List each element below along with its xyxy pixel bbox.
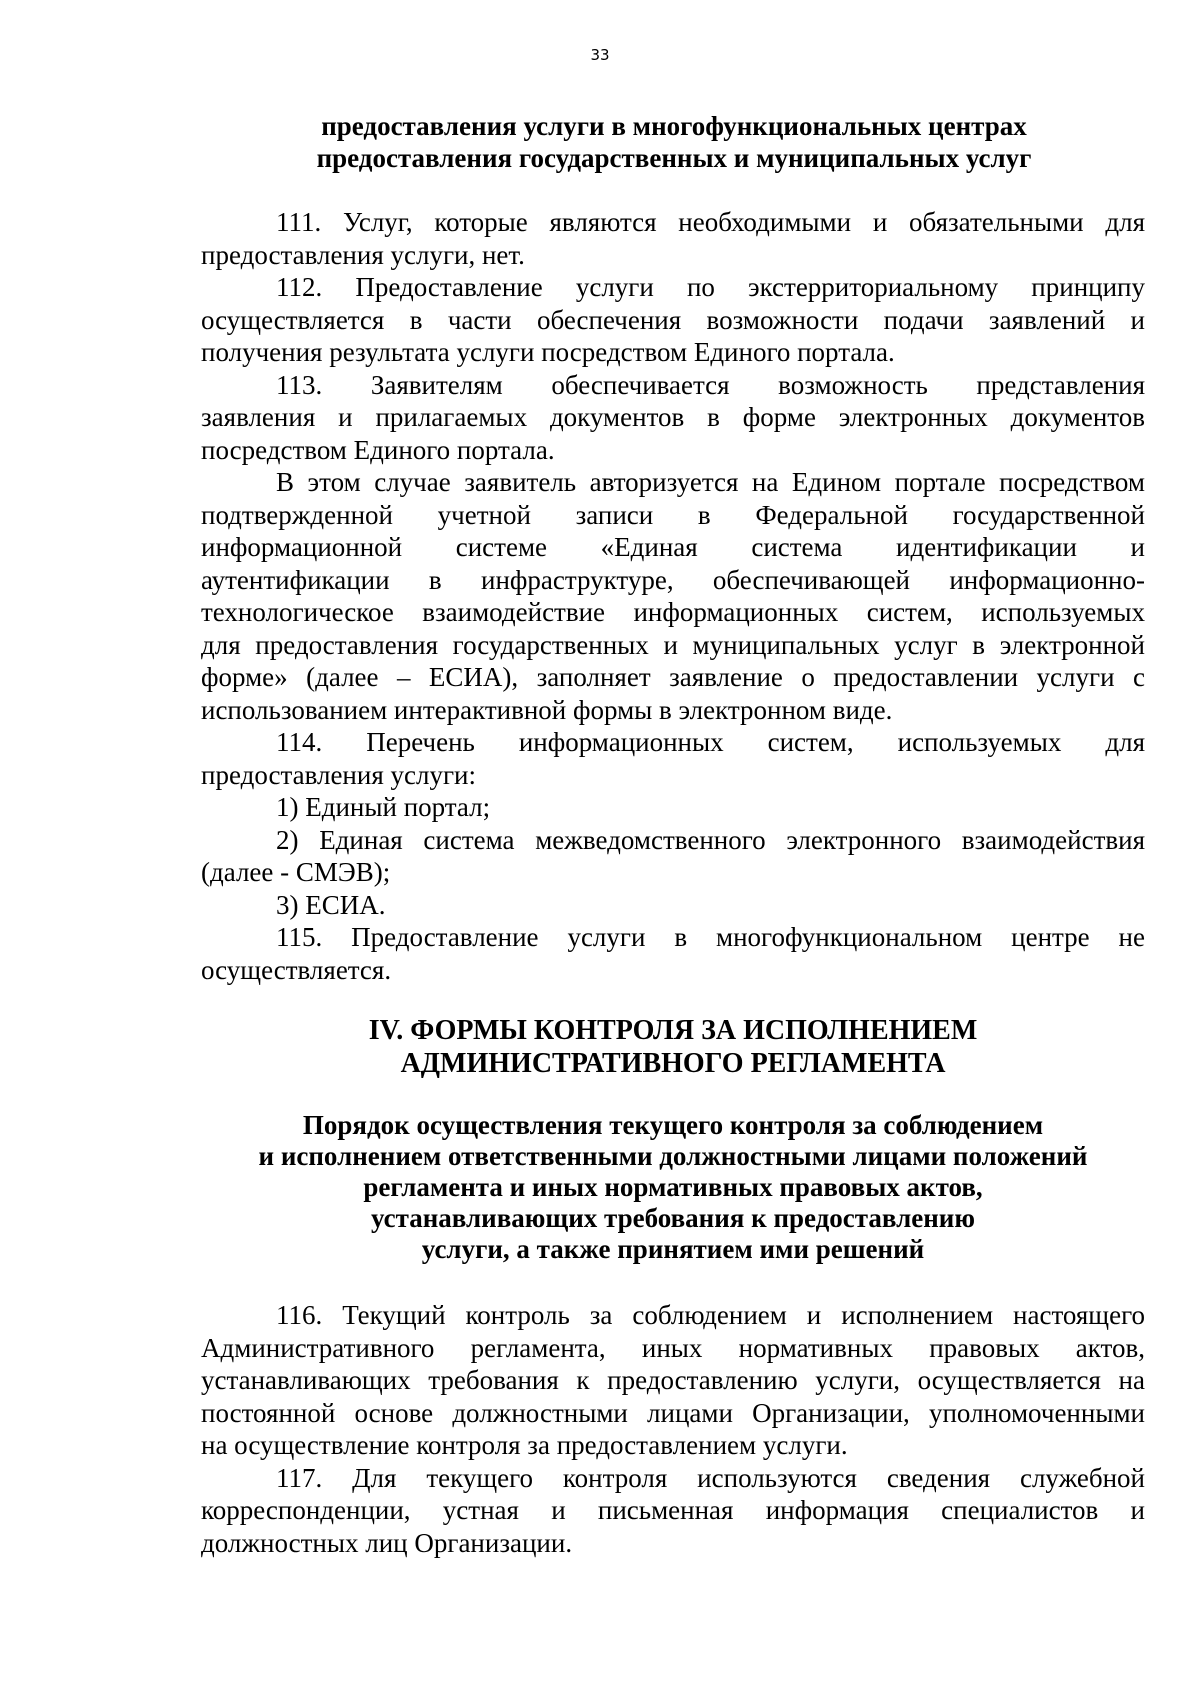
paragraph-line: 112. Предоставление услуги по экстерриториальному принципу [276, 272, 1145, 302]
paragraph-115 [201, 921, 1145, 986]
paragraph-line: подтвержденной учетной записи в Федеральной государственной [201, 499, 1145, 530]
paragraph-112 [201, 271, 1145, 369]
subsection-title-line: и исполнением ответственными должностными лицами положений [258, 1141, 1088, 1171]
paragraph-line: для предоставления государственных и муниципальных услуг в электронной [201, 629, 1145, 660]
paragraph-line: должностных лиц Организации. [201, 1527, 573, 1558]
paragraph-line: Административного регламента, иных нормативных правовых актов, [201, 1332, 1145, 1363]
paragraph-line: корреспонденции, устная и письменная информация специалистов и [201, 1495, 1145, 1525]
paragraph-113-esia [201, 466, 1145, 726]
subsection-title-line: Порядок осуществления текущего контроля за соблюдением [302, 1110, 1044, 1140]
paragraph-line: 114. Перечень информационных систем, используемых для [276, 727, 1145, 757]
paragraph-line: 1) Единый портал; [276, 792, 491, 822]
paragraph-line: посредством Единого портала. [201, 434, 555, 465]
subsection-title-line: регламента и иных нормативных правовых актов, [363, 1172, 983, 1202]
paragraph-line: предоставления услуги: [201, 759, 476, 790]
list-item-3 [201, 889, 1145, 922]
heading-line: предоставления государственных и муниципальных услуг [316, 143, 1032, 173]
paragraph-line: 117. Для текущего контроля используются сведения служебной [276, 1462, 1145, 1493]
paragraph-line: предоставления услуги, нет. [201, 239, 525, 270]
paragraph-line: аутентификации в инфраструктуре, обеспечивающей информационно- [201, 564, 1145, 595]
paragraph-line: осуществляется. [201, 954, 392, 985]
paragraph-line: использованием интерактивной формы в электронном виде. [201, 694, 893, 725]
paragraph-111 [201, 206, 1145, 271]
paragraph-line: получения результата услуги посредством Единого портала. [201, 337, 895, 367]
paragraph-line: форме» (далее – ЕСИА), заполняет заявление о предоставлении услуги с [201, 662, 1145, 692]
page-number: 33 [590, 46, 610, 64]
list-item-2 [201, 824, 1145, 889]
heading-line: предоставления услуги в многофункциональных центрах [321, 111, 1027, 141]
paragraph-line: В этом случае заявитель авторизуется на Едином портале посредством [276, 467, 1145, 497]
document-body [201, 110, 1145, 1559]
paragraph-line: постоянной основе должностными лицами Организации, уполномоченными [201, 1397, 1145, 1428]
subsection-title-line: устанавливающих требования к предоставлению [370, 1203, 975, 1233]
paragraph-line: технологическое взаимодействие информационных систем, используемых [201, 597, 1145, 627]
section-title [201, 1014, 1145, 1080]
subsection-title-line: услуги, а также принятием ими решений [421, 1234, 925, 1264]
section-title-line: АДМИНИСТРАТИВНОГО РЕГЛАМЕНТА [400, 1048, 946, 1079]
paragraph-114 [201, 726, 1145, 791]
paragraph-116 [201, 1299, 1145, 1462]
paragraph-line: устанавливающих требования к предоставлению услуги, осуществляется на [201, 1365, 1145, 1395]
list-item-1 [201, 791, 1145, 824]
paragraph-117 [201, 1462, 1145, 1560]
paragraph-line: 113. Заявителям обеспечивается возможность представления [276, 369, 1145, 400]
paragraph-line: информационной системе «Единая система идентификации и [201, 532, 1145, 562]
paragraph-113 [201, 369, 1145, 467]
section-title-line: IV. ФОРМЫ КОНТРОЛЯ ЗА ИСПОЛНЕНИЕМ [368, 1015, 978, 1046]
section-heading [203, 110, 1145, 174]
paragraph-line: 116. Текущий контроль за соблюдением и исполнением настоящего [276, 1300, 1145, 1330]
paragraph-line: 3) ЕСИА. [276, 889, 386, 920]
paragraph-line: на осуществление контроля за предоставлением услуги. [201, 1430, 848, 1460]
paragraph-line: 115. Предоставление услуги в многофункциональном центре не [276, 922, 1145, 952]
paragraph-line: 2) Единая система межведомственного электронного взаимодействия [276, 824, 1145, 855]
paragraph-line: (далее - СМЭВ); [201, 857, 391, 887]
paragraph-line: 111. Услуг, которые являются необходимыми и обязательными для [276, 207, 1145, 237]
paragraph-line: заявления и прилагаемых документов в форме электронных документов [201, 402, 1145, 432]
subsection-title [201, 1110, 1145, 1265]
paragraph-line: осуществляется в части обеспечения возможности подачи заявлений и [201, 304, 1145, 335]
